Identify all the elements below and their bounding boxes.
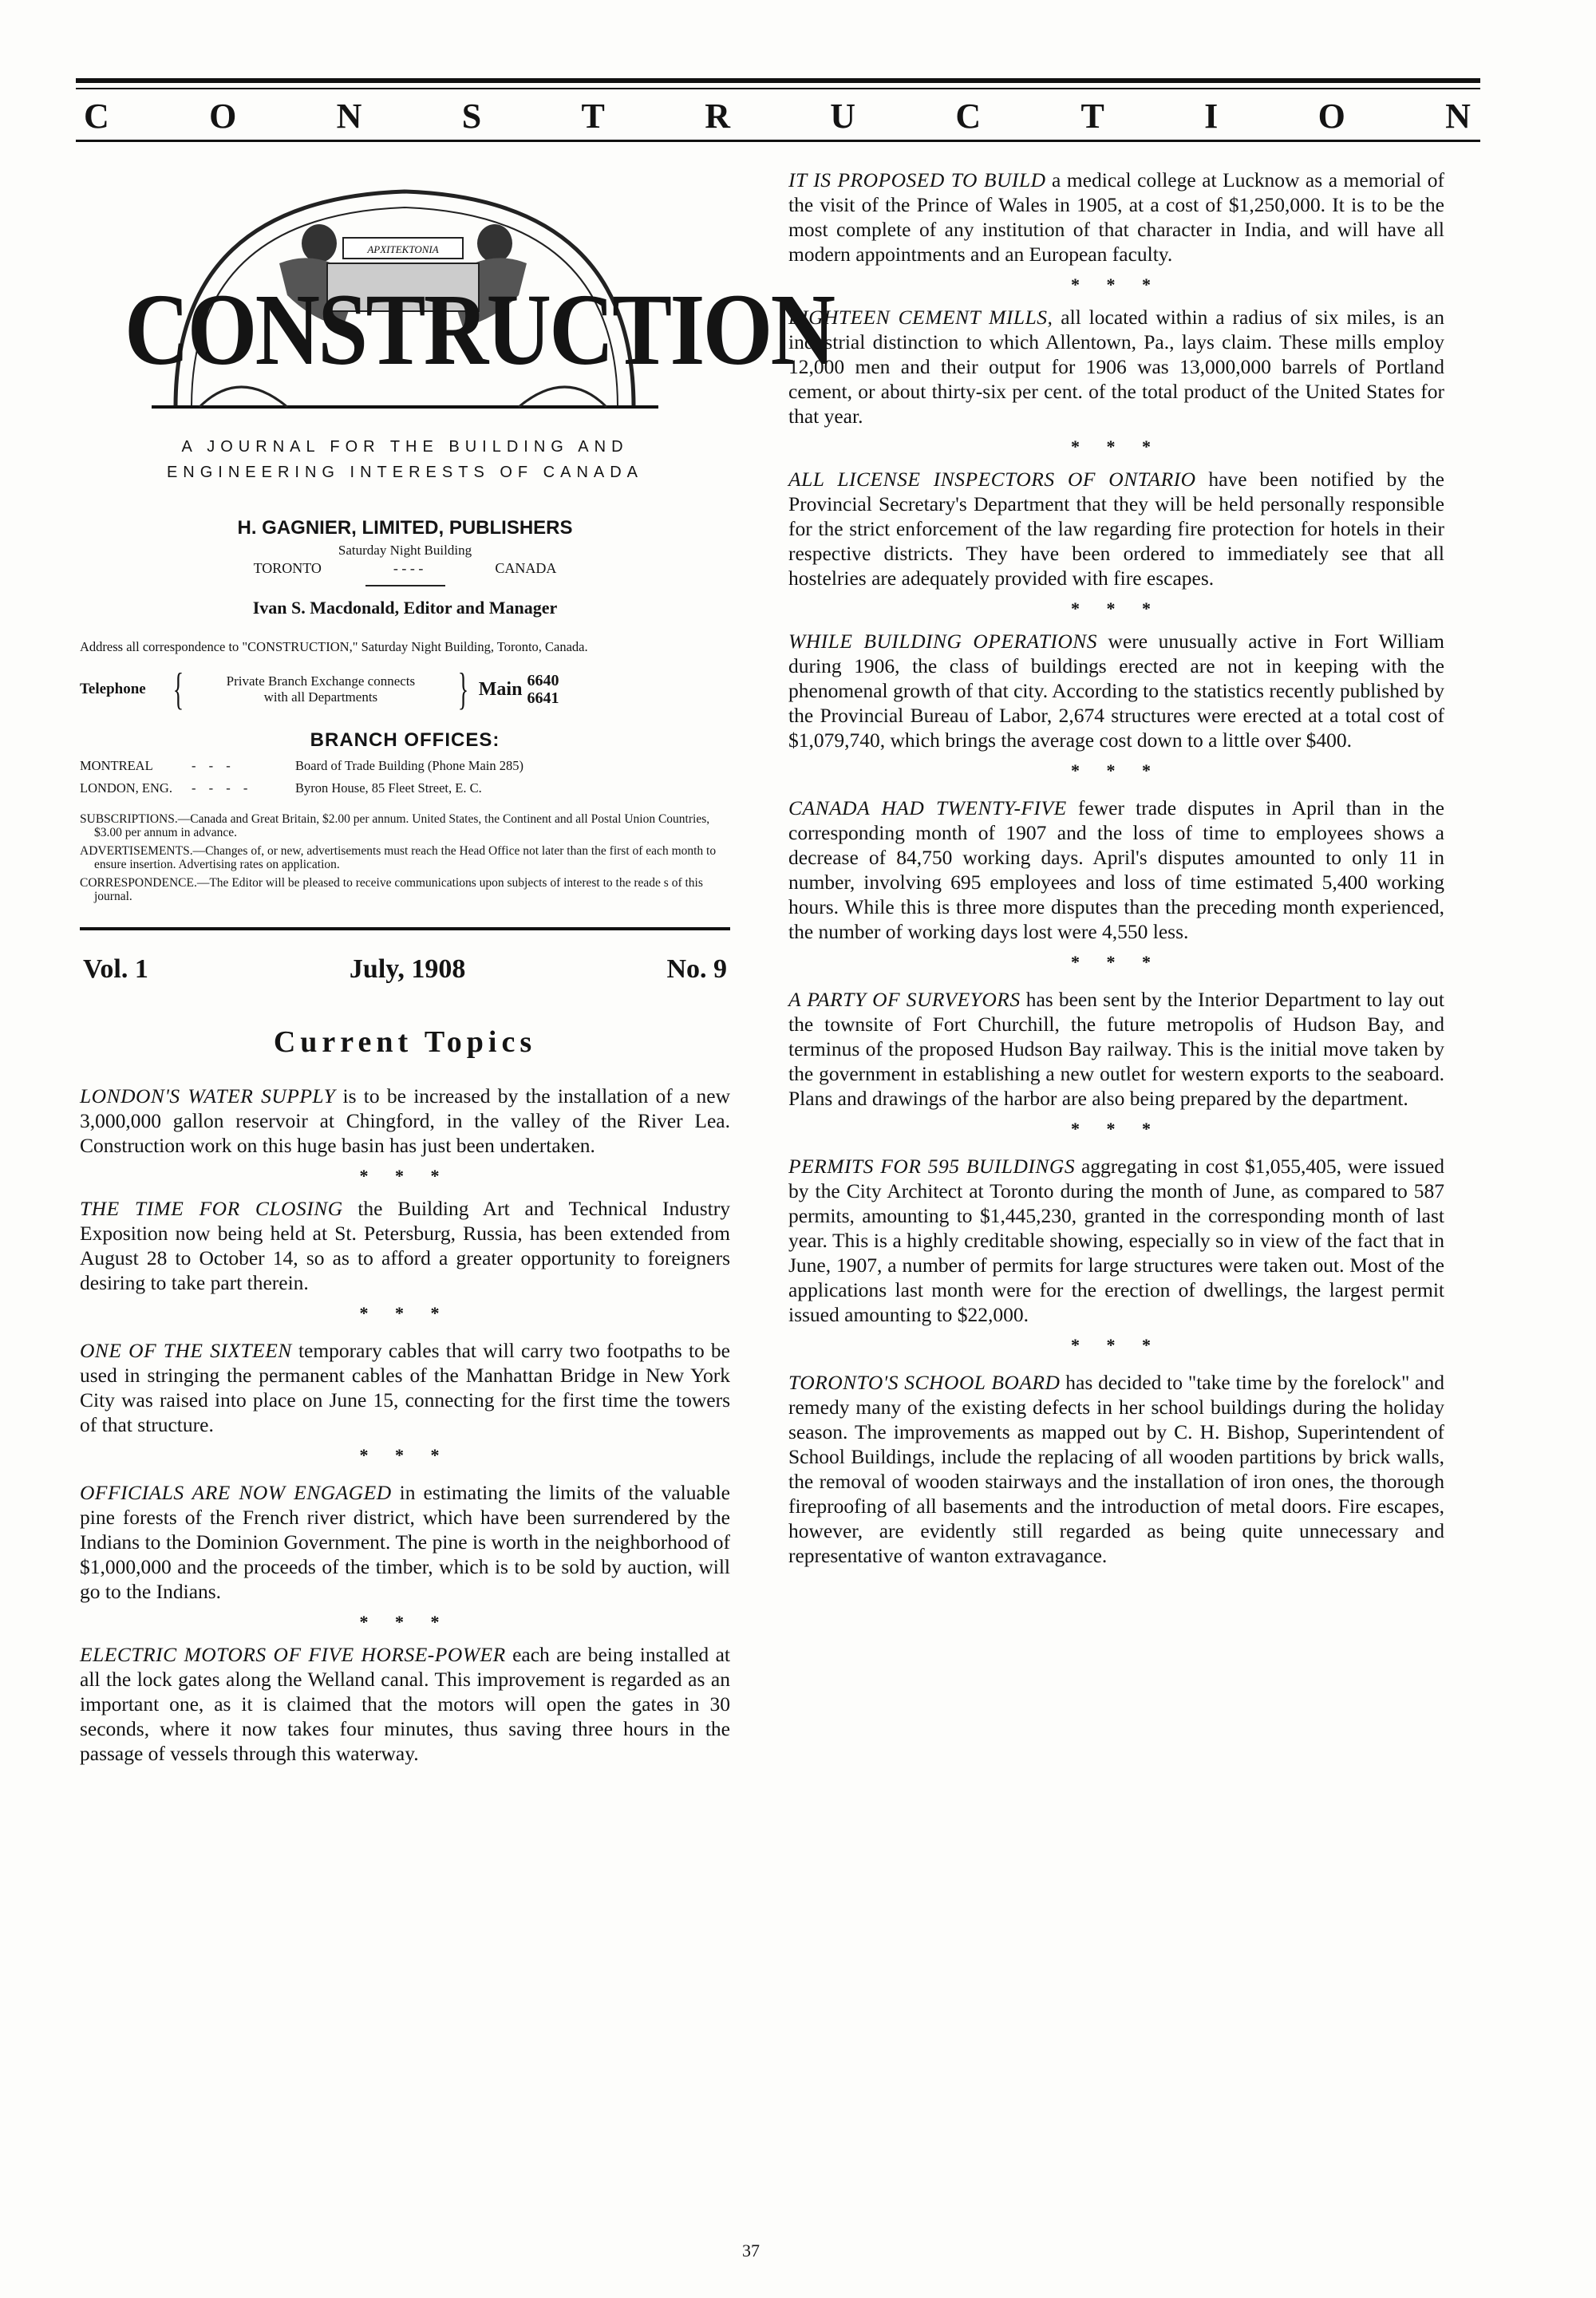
- brace-left: {: [172, 665, 184, 714]
- address-line: Address all correspondence to "CONSTRUCTION," Saturday Night Building, Toronto, Canada.: [80, 639, 588, 654]
- article-paragraph: [788, 796, 1444, 944]
- masthead-rule-top: [76, 78, 1480, 83]
- editor-line: Ivan S. Macdonald, Editor and Manager: [252, 598, 558, 618]
- article-body: is to be increased by the installation of a new 3,000,000 gallon reservoir at Chingford, in the valley of the River Lea. Construction work on this huge basin has just been undertaken.: [80, 1084, 731, 1157]
- right-articles: [788, 168, 1444, 1568]
- article-lead: A PARTY OF SURVEYORS: [788, 988, 1021, 1011]
- separator-stars: * * *: [359, 1445, 451, 1465]
- article-paragraph: [80, 1480, 730, 1604]
- issue-date: July, 1908: [349, 954, 466, 984]
- article-body: were unusually active in Fort William during 1906, the class of buildings erected are not in keeping with the phenomenal growth of that city. According to the statistics recently published by the Provincial Bureau of Labor, 2,674 structures were erected at a total cost of $1,079,740, which brings the average cost down to a little over $400.: [788, 630, 1445, 752]
- masthead-letter: C: [955, 97, 983, 136]
- article-paragraph: [788, 1370, 1444, 1568]
- issue-number: No. 9: [666, 954, 727, 984]
- separator-stars: * * *: [359, 1612, 451, 1632]
- branch-city: MONTREAL: [80, 758, 153, 773]
- masthead-letter: N: [1445, 97, 1472, 136]
- publisher-country: CANADA: [495, 560, 557, 576]
- masthead-letter: O: [209, 97, 239, 136]
- correspondence-notice: CORRESPONDENCE.—The Editor will be pleased to receive communications upon subjects of interest to the reade s of this journal.: [80, 876, 703, 903]
- article-paragraph: [788, 168, 1444, 267]
- branch-offices-heading: BRANCH OFFICES:: [310, 729, 500, 751]
- telephone-desc-line: Private Branch Exchange connects: [226, 673, 416, 689]
- article-lead: OFFICIALS ARE NOW ENGAGED: [80, 1481, 392, 1504]
- issue-line: [80, 954, 730, 985]
- article-paragraph: [788, 467, 1444, 590]
- masthead-letter: C: [84, 97, 111, 136]
- article-body: aggregating in cost $1,055,405, were issued by the City Architect at Toronto during the month of June, as compared to 587 permits, amounting to $1,445,230, granted in the corresponding month of last year. This is a highly creditable showing, especially so in view of the fact that in June, 1907, a number of permits for large structures were taken out. Most of the applications last month were for the erection of dwellings, the largest permit issued amounting to $22,000.: [788, 1155, 1444, 1326]
- publisher-city: TORONTO: [253, 560, 322, 576]
- issue-rule: [80, 927, 730, 930]
- publisher-building: Saturday Night Building: [338, 543, 472, 558]
- page-number: 37: [742, 2241, 760, 2260]
- article-body: all located within a radius of six miles, is an industrial distinction to which Allentown, Pa., lays claim. These mills employ 12,000 men and their output for 1906 was 13,000,000 barrels of Portland cement, or about thirty-six per cent. of the total product of the United States for that year.: [788, 306, 1444, 428]
- logo-wordmark: CONSTRUCTION: [124, 273, 834, 386]
- separator-stars: * * *: [359, 1303, 451, 1323]
- article-paragraph: [80, 1196, 730, 1295]
- publisher-dashes: - - - -: [393, 560, 424, 576]
- branch-dots: - - -: [192, 758, 235, 773]
- article-lead: LONDON'S WATER SUPPLY: [80, 1084, 336, 1108]
- brace-right: }: [457, 665, 469, 714]
- article-paragraph: [788, 1154, 1444, 1327]
- divider: [365, 585, 445, 586]
- right-column: [788, 168, 1444, 1568]
- article-body: has been sent by the Interior Department to lay out the townsite of Fort Churchill, the future metropolis of Hudson Bay, and terminus of the proposed Hudson Bay railway. This is the initial move taken by the government in establishing a new outlet for western exports to the seaboard. Plans and drawings of the harbor are also being prepared by the department.: [788, 988, 1444, 1110]
- masthead-letter: I: [1204, 97, 1220, 136]
- section-title: Current Topics: [273, 1025, 537, 1059]
- article-lead: IT IS PROPOSED TO BUILD: [788, 168, 1046, 192]
- separator-stars: * * *: [1071, 598, 1162, 618]
- masthead-letter: T: [581, 97, 606, 136]
- article-body: fewer trade disputes in April than in the corresponding month of 1907 and the loss of time to employees shows a decrease of 84,750 working days. April's disputes amounted to only 11 in number, involving 695 employees and loss of time estimated 5,400 working hours. While this is three more disputes than the preceding month experienced, the number of working days lost were 4,550 less.: [788, 796, 1444, 943]
- separator-stars: * * *: [1071, 760, 1162, 780]
- separator-stars: * * *: [1071, 1119, 1162, 1139]
- tagline: [80, 434, 730, 485]
- article-paragraph: [80, 1338, 730, 1437]
- journal-logo: [80, 168, 834, 423]
- article-paragraph: [80, 1084, 730, 1158]
- tagline-line: ENGINEERING INTERESTS OF CANADA: [166, 464, 644, 481]
- article-lead: CANADA HAD TWENTY-FIVE: [788, 796, 1067, 819]
- branch-dots: - - - -: [192, 780, 253, 796]
- article-lead: ELECTRIC MOTORS OF FIVE HORSE-POWER: [80, 1643, 506, 1666]
- article-body: have been notified by the Provincial Secretary's Department that they will be held personally responsible for the strict enforcement of the law regarding fire protection for hotels in their respective districts. They have been ordered to immediately see that all hostelries are adequately provided with fire escapes.: [788, 468, 1444, 590]
- telephone-row: [80, 665, 730, 714]
- separator-stars: * * *: [1071, 1335, 1162, 1355]
- volume-number: Vol. 1: [83, 954, 148, 984]
- article-paragraph: [788, 629, 1444, 752]
- telephone-number: 6641: [527, 689, 559, 707]
- article-lead: THE TIME FOR CLOSING: [80, 1197, 343, 1220]
- branch-row: [80, 758, 730, 774]
- separator-stars: * * *: [359, 1166, 451, 1186]
- article-lead: TORONTO'S SCHOOL BOARD: [788, 1371, 1061, 1394]
- left-articles: [80, 1084, 730, 1766]
- telephone-number: 6640: [527, 672, 559, 689]
- masthead-letter: O: [1317, 97, 1347, 136]
- masthead-letter: S: [461, 97, 484, 136]
- article-paragraph: [788, 305, 1444, 428]
- article-lead: EIGHTEEN CEMENT MILLS,: [788, 306, 1053, 329]
- masthead-letter: R: [705, 97, 732, 136]
- branch-city: LONDON, ENG.: [80, 780, 172, 796]
- subscriptions-notice: SUBSCRIPTIONS.—Canada and Great Britain, $2.00 per annum. United States, the Continent and all Postal Union Countries, $3.00 per annum in advance.: [80, 812, 710, 839]
- article-lead: ONE OF THE SIXTEEN: [80, 1339, 292, 1362]
- branch-address: Board of Trade Building (Phone Main 285): [295, 758, 523, 773]
- separator-stars: * * *: [1071, 274, 1162, 294]
- article-lead: WHILE BUILDING OPERATIONS: [788, 630, 1098, 653]
- article-body: a medical college at Lucknow as a memorial of the visit of the Prince of Wales in 1905, at a cost of $1,250,000. It is to be the most complete of any institution of that character in India, and will have all modern appointments and an European faculty.: [788, 168, 1444, 266]
- masthead-letters: [76, 89, 1480, 140]
- logo-tablet-text: ΑΡΧΙΤΕΚΤΟΝΙΑ: [367, 243, 439, 255]
- telephone-numbers: [527, 672, 559, 707]
- separator-stars: * * *: [1071, 436, 1162, 456]
- tagline-line: A JOURNAL FOR THE BUILDING AND: [181, 438, 629, 456]
- masthead-letter: T: [1080, 97, 1106, 136]
- branch-row: [80, 780, 730, 796]
- publisher-name: H. GAGNIER, LIMITED, PUBLISHERS: [237, 517, 573, 539]
- branch-address: Byron House, 85 Fleet Street, E. C.: [295, 780, 482, 796]
- article-paragraph: [788, 987, 1444, 1111]
- masthead-rule-bottom: [76, 140, 1480, 142]
- left-column: [80, 168, 834, 1766]
- article-lead: ALL LICENSE INSPECTORS OF ONTARIO: [788, 468, 1196, 491]
- article-lead: PERMITS FOR 595 BUILDINGS: [788, 1155, 1076, 1178]
- article-body: in estimating the limits of the valuable pine forests of the French river district, which have been surrendered by the Indians to the Dominion Government. The pine is worth in the neighborhood of $1,000,000 and the proceeds of the timber, which is to be sold by auction, will go to the Indians.: [80, 1481, 730, 1603]
- publisher-city-row: [80, 560, 730, 577]
- masthead-letter: N: [336, 97, 364, 136]
- telephone-desc-line: with all Departments: [263, 689, 378, 705]
- masthead: [76, 78, 1480, 142]
- telephone-description: [189, 673, 452, 705]
- separator-stars: * * *: [1071, 952, 1162, 972]
- article-body: has decided to "take time by the forelock" and remedy many of the existing defects in her school buildings during the holiday season. The improvements as mapped out by C. H. Bishop, Superintendent of School Buildings, include the replacing of all wooden partitions by brick walls, the removal of wooden stairways and the installation of iron ones, the thorough fireproofing of all basements and the introduction of metal doors. Fire escapes, however, are evidently still regarded as being quite unnecessary and representative of wanton extravagance.: [788, 1371, 1445, 1567]
- article-body: each are being installed at all the lock gates along the Welland canal. This improvement is regarded as an important one, as it is claimed that the motors will open the gates in 30 seconds, where it now takes four minutes, thus saving three hours in the passage of vessels through this waterway.: [80, 1643, 730, 1765]
- telephone-label: Telephone: [80, 681, 146, 697]
- article-body: the Building Art and Technical Industry Exposition now being held at St. Petersburg, Russia, has been extended from August 28 to October 14, so as to afford a greater opportunity to foreigners desiring to take part therein.: [80, 1197, 730, 1294]
- article-body: temporary cables that will carry two footpaths to be used in stringing the permanent cables of the Manhattan Bridge in New York City was raised into place on June 15, connecting for the first time the towers of that structure.: [80, 1339, 731, 1436]
- telephone-main-label: Main: [478, 678, 523, 700]
- advertisements-notice: ADVERTISEMENTS.—Changes of, or new, advertisements must reach the Head Office not later than the first of each month to ensure insertion. Advertising rates on application.: [80, 844, 717, 871]
- masthead-letter: U: [830, 97, 858, 136]
- article-paragraph: [80, 1642, 730, 1766]
